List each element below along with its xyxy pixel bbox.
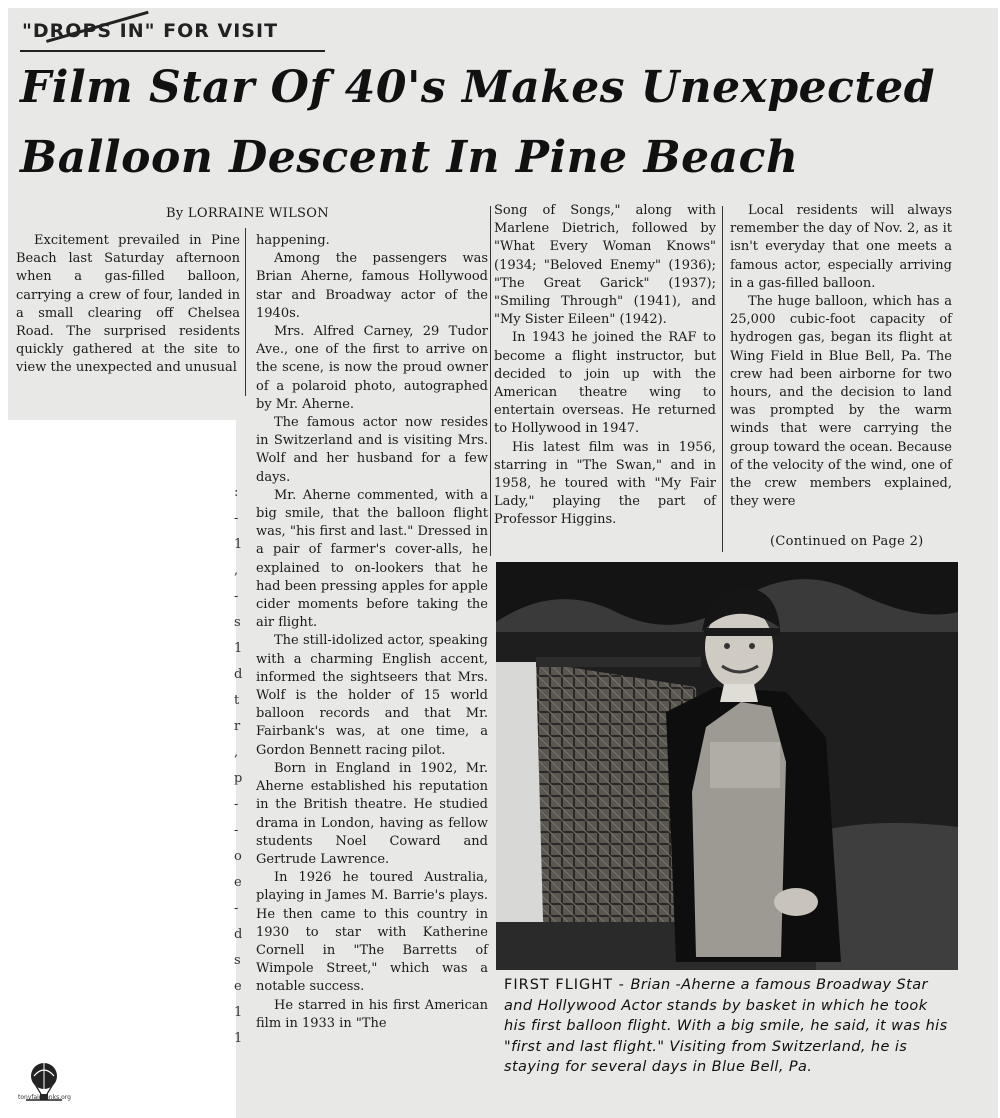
edge-mark: 1 xyxy=(234,641,243,656)
paragraph: Song of Songs," along with Marlene Dietrich, followed by "What Every Woman Knows" (1934; "Beloved Enemy" (1936); "The Great Garick" (1937); "Smiling Through" (1941), and "My Sister Eileen" (1942). xyxy=(494,203,716,328)
edge-mark: : xyxy=(234,485,239,500)
paragraph: The famous actor now resides in Switzerland and is visiting Mrs. Wolf and her husband for a few days. xyxy=(256,415,488,485)
edge-mark: - xyxy=(234,901,239,916)
paragraph: Born in England in 1902, Mr. Aherne established his reputation in the British theatre. He studied drama in London, having as fellow students Noel Coward and Gertrude Lawrence. xyxy=(256,760,488,867)
edge-mark: p xyxy=(234,771,243,786)
byline: By LORRAINE WILSON xyxy=(166,206,329,221)
paragraph: The huge balloon, which has a 25,000 cubic-foot capacity of hydrogen gas, began its flight at Wing Field in Blue Bell, Pa. The crew had been airborne for two hours, and the decision to land was prompted by the warm winds that were carrying the group toward the ocean. Because of the velocity of the wind, one of the crew members explained, they were xyxy=(730,294,952,510)
edge-mark: 1 xyxy=(234,537,243,552)
paragraph: Among the passengers was Brian Aherne, famous Hollywood star and Broadway actor of the 1940s. xyxy=(256,251,488,321)
continued-note: (Continued on Page 2) xyxy=(770,534,924,549)
edge-mark: o xyxy=(234,849,242,864)
edge-mark: , xyxy=(234,563,239,578)
column-rule xyxy=(722,206,723,552)
edge-mark: d xyxy=(234,927,243,942)
kicker: "DROPS IN" FOR VISIT xyxy=(22,20,279,42)
edge-mark: - xyxy=(234,823,239,838)
article-column-4 xyxy=(730,202,952,511)
caption-lead: FIRST FLIGHT - xyxy=(504,977,631,993)
column-rule xyxy=(245,228,246,396)
edge-mark: - xyxy=(234,797,239,812)
edge-mark: r xyxy=(234,719,241,734)
paragraph: Mr. Aherne commented, with a big smile, that the balloon flight was, "his first and last." Dressed in a pair of farmer's cover-alls, he explained to on-lookers that he had been pressing apples for apple cider moments before taking the air flight. xyxy=(256,487,488,631)
photo-illustration xyxy=(496,562,958,970)
kicker-rule xyxy=(20,50,325,52)
paragraph: happening. xyxy=(256,233,330,248)
edge-mark: e xyxy=(234,875,242,890)
edge-mark: s xyxy=(234,953,241,968)
caption-text: Brian -Aherne a famous Broadway Star and Hollywood Actor stands by basket in which he took his first balloon flight. With a big smile, he said, it was his "first and last flight." Visiting from Switzerland, he is staying for several days in Blue Bell, Pa. xyxy=(504,977,948,1075)
headline-line-1: Film Star Of 40's Makes Unexpected xyxy=(20,62,936,113)
paragraph: Local residents will always remember the day of Nov. 2, as it isn't everyday that one meets a famous actor, especially arriving in a gas-filled balloon. xyxy=(730,203,952,291)
edge-mark: , xyxy=(234,745,239,760)
paragraph: In 1926 he toured Australia, playing in James M. Barrie's plays. He then came to this country in 1930 to star with Katherine Cornell in "The Barretts of Wimpole Street," which was a notable success. xyxy=(256,870,488,995)
news-photo xyxy=(496,562,958,970)
edge-mark: e xyxy=(234,979,242,994)
paragraph: Mrs. Alfred Carney, 29 Tudor Ave., one of the first to arrive on the scene, is now the proud owner of a polaroid photo, autographed by Mr. Aherne. xyxy=(256,324,488,412)
article-column-2 xyxy=(256,232,488,1033)
edge-mark: d xyxy=(234,667,243,682)
torn-edge-marks xyxy=(234,480,248,1052)
paragraph: His latest film was in 1956, starring in "The Swan," and in 1958, he toured with "My Fair Lady," playing the part of Professor Higgins. xyxy=(494,439,716,528)
photo-caption xyxy=(504,975,954,1078)
paragraph: In 1943 he joined the RAF to become a flight instructor, but decided to join up with the American theatre wing to entertain overseas. He returned to Hollywood in 1947. xyxy=(494,330,716,437)
headline-line-2: Balloon Descent In Pine Beach xyxy=(20,132,799,183)
watermark: tonyfairbanks.org xyxy=(18,1094,71,1101)
edge-mark: - xyxy=(234,589,239,604)
paragraph: The still-idolized actor, speaking with a charming English accent, informed the sightseers that Mrs. Wolf is the holder of 15 world balloon records and that Mr. Fairbank's was, at one time, a Gordon Bennett racing pilot. xyxy=(256,633,488,758)
edge-mark: s xyxy=(234,615,241,630)
edge-mark: t xyxy=(234,693,240,708)
article-column-1 xyxy=(16,232,240,378)
edge-mark: 1 xyxy=(234,1005,243,1020)
paragraph: He starred in his first American film in 1933 in "The xyxy=(256,997,488,1031)
paragraph: Excitement prevailed in Pine Beach last Saturday afternoon when a gas-filled balloon, carrying a crew of four, landed in a small clearing off Chelsea Road. The surprised residents quickly gathered at the site to view the unexpected and unusual xyxy=(16,233,240,376)
column-rule xyxy=(490,206,491,556)
edge-mark: - xyxy=(234,511,239,526)
edge-mark: 1 xyxy=(234,1031,243,1046)
article-column-3 xyxy=(494,202,716,530)
